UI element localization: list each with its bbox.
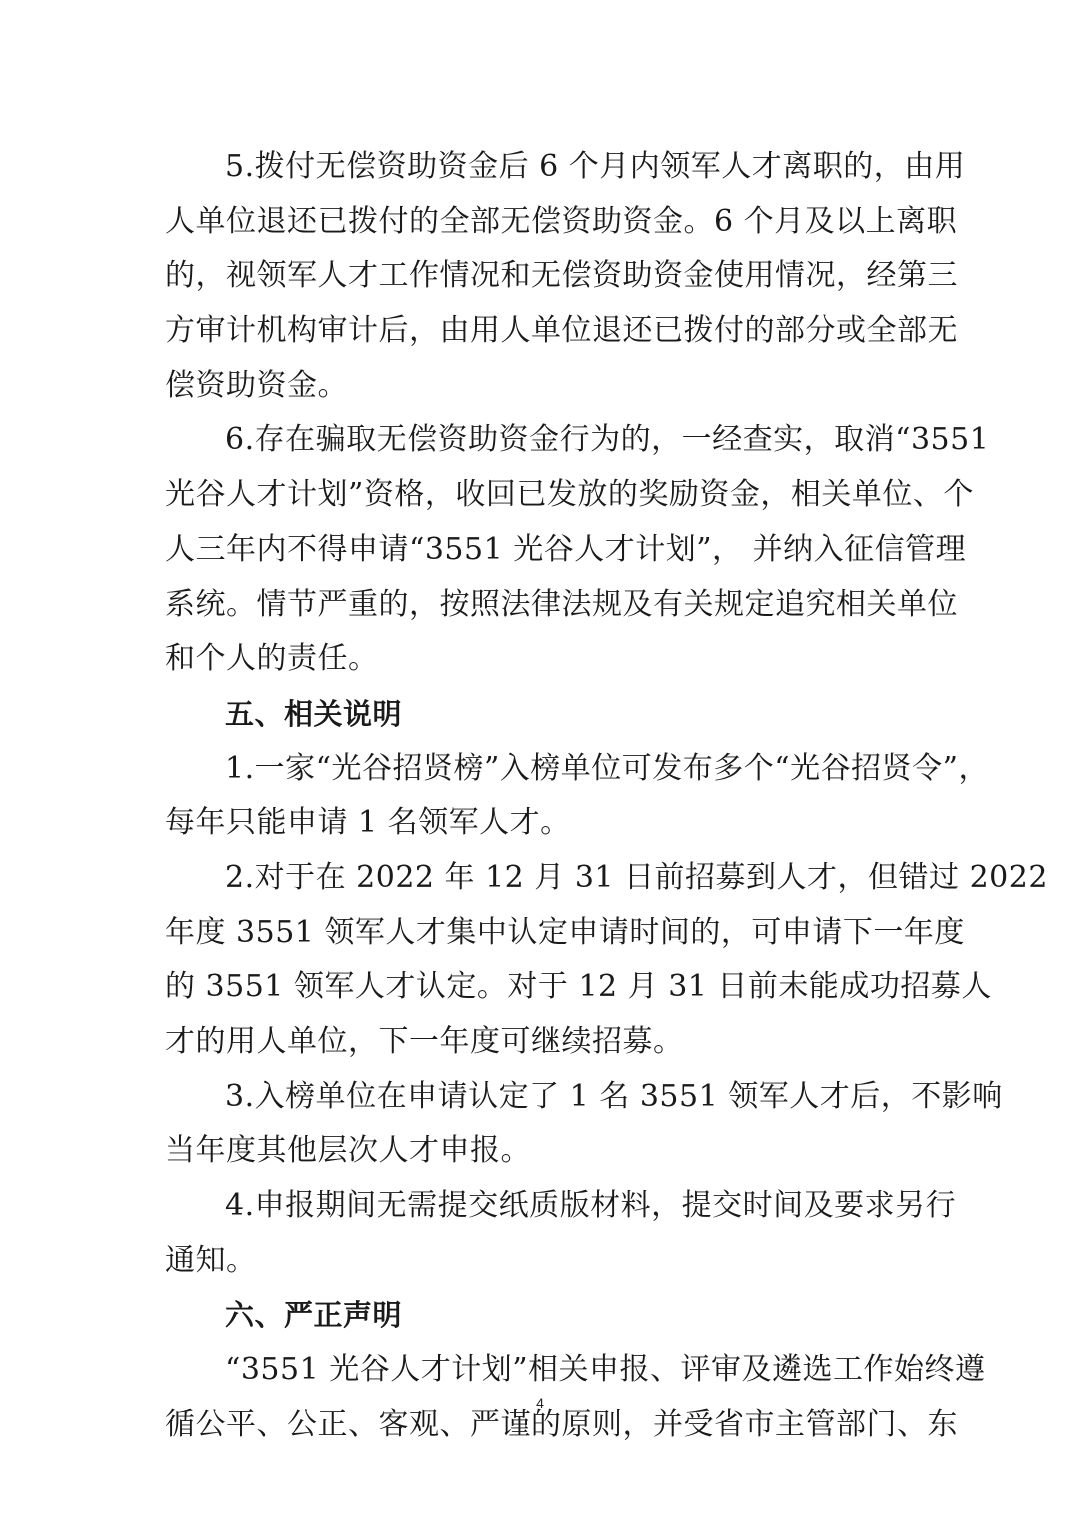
text-line: 年度 3551 领军人才集中认定申请时间的，可申请下一年度 [165,914,965,950]
text-line: 的，视领军人才工作情况和无偿资助资金使用情况，经第三 [165,258,958,294]
text-line: 1.一家“光谷招贤榜”入榜单位可发布多个“光谷招贤令”， [225,750,989,786]
section-heading: 五、相关说明 [225,696,403,731]
text-line: 每年只能申请 1 名领军人才。 [165,805,571,841]
text-line: 系统。情节严重的，按照法律法规及有关规定追究相关单位 [165,586,958,622]
text-line: 6.存在骗取无偿资助资金行为的，一经查实，取消“3551 [225,422,990,458]
text-line: 的 3551 领军人才认定。对于 12 月 31 日前未能成功招募人 [165,969,992,1005]
text-line: 5.拨付无偿资助资金后 6 个月内领军人才离职的，由用 [225,149,966,184]
text-line: 2.对于在 2022 年 12 月 31 日前招募到人才，但错过 2022 [225,859,1048,895]
text-line: 4.申报期间无需提交纸质版材料，提交时间及要求另行 [225,1188,957,1224]
text-line: 当年度其他层次人才申报。 [165,1133,531,1169]
text-line: 通知。 [165,1242,257,1278]
text-line: 人三年内不得申请“3551 光谷人才计划”， 并纳入征信管理 [165,531,967,567]
body-text [165,140,1048,1453]
text-line: 方审计机构审计后，由用人单位退还已拨付的部分或全部无 [165,313,958,349]
text-line: 和个人的责任。 [165,641,379,677]
section-heading: 六、严正声明 [225,1298,403,1333]
page-number: 4 [536,1395,544,1411]
text-line: “3551 光谷人才计划”相关申报、评审及遴选工作始终遵 [225,1352,986,1388]
text-line: 3.入榜单位在申请认定了 1 名 3551 领军人才后，不影响 [225,1078,1003,1114]
text-line: 偿资助资金。 [165,367,348,403]
text-line: 才的用人单位，下一年度可继续招募。 [165,1024,684,1059]
text-line: 人单位退还已拨付的全部无偿资助资金。6 个月及以上离职 [165,203,958,239]
text-line: 光谷人才计划”资格，收回已发放的奖励资金，相关单位、个 [165,477,974,513]
text-line: 循公平、公正、客观、严谨的原则，并受省市主管部门、东 [165,1406,958,1442]
